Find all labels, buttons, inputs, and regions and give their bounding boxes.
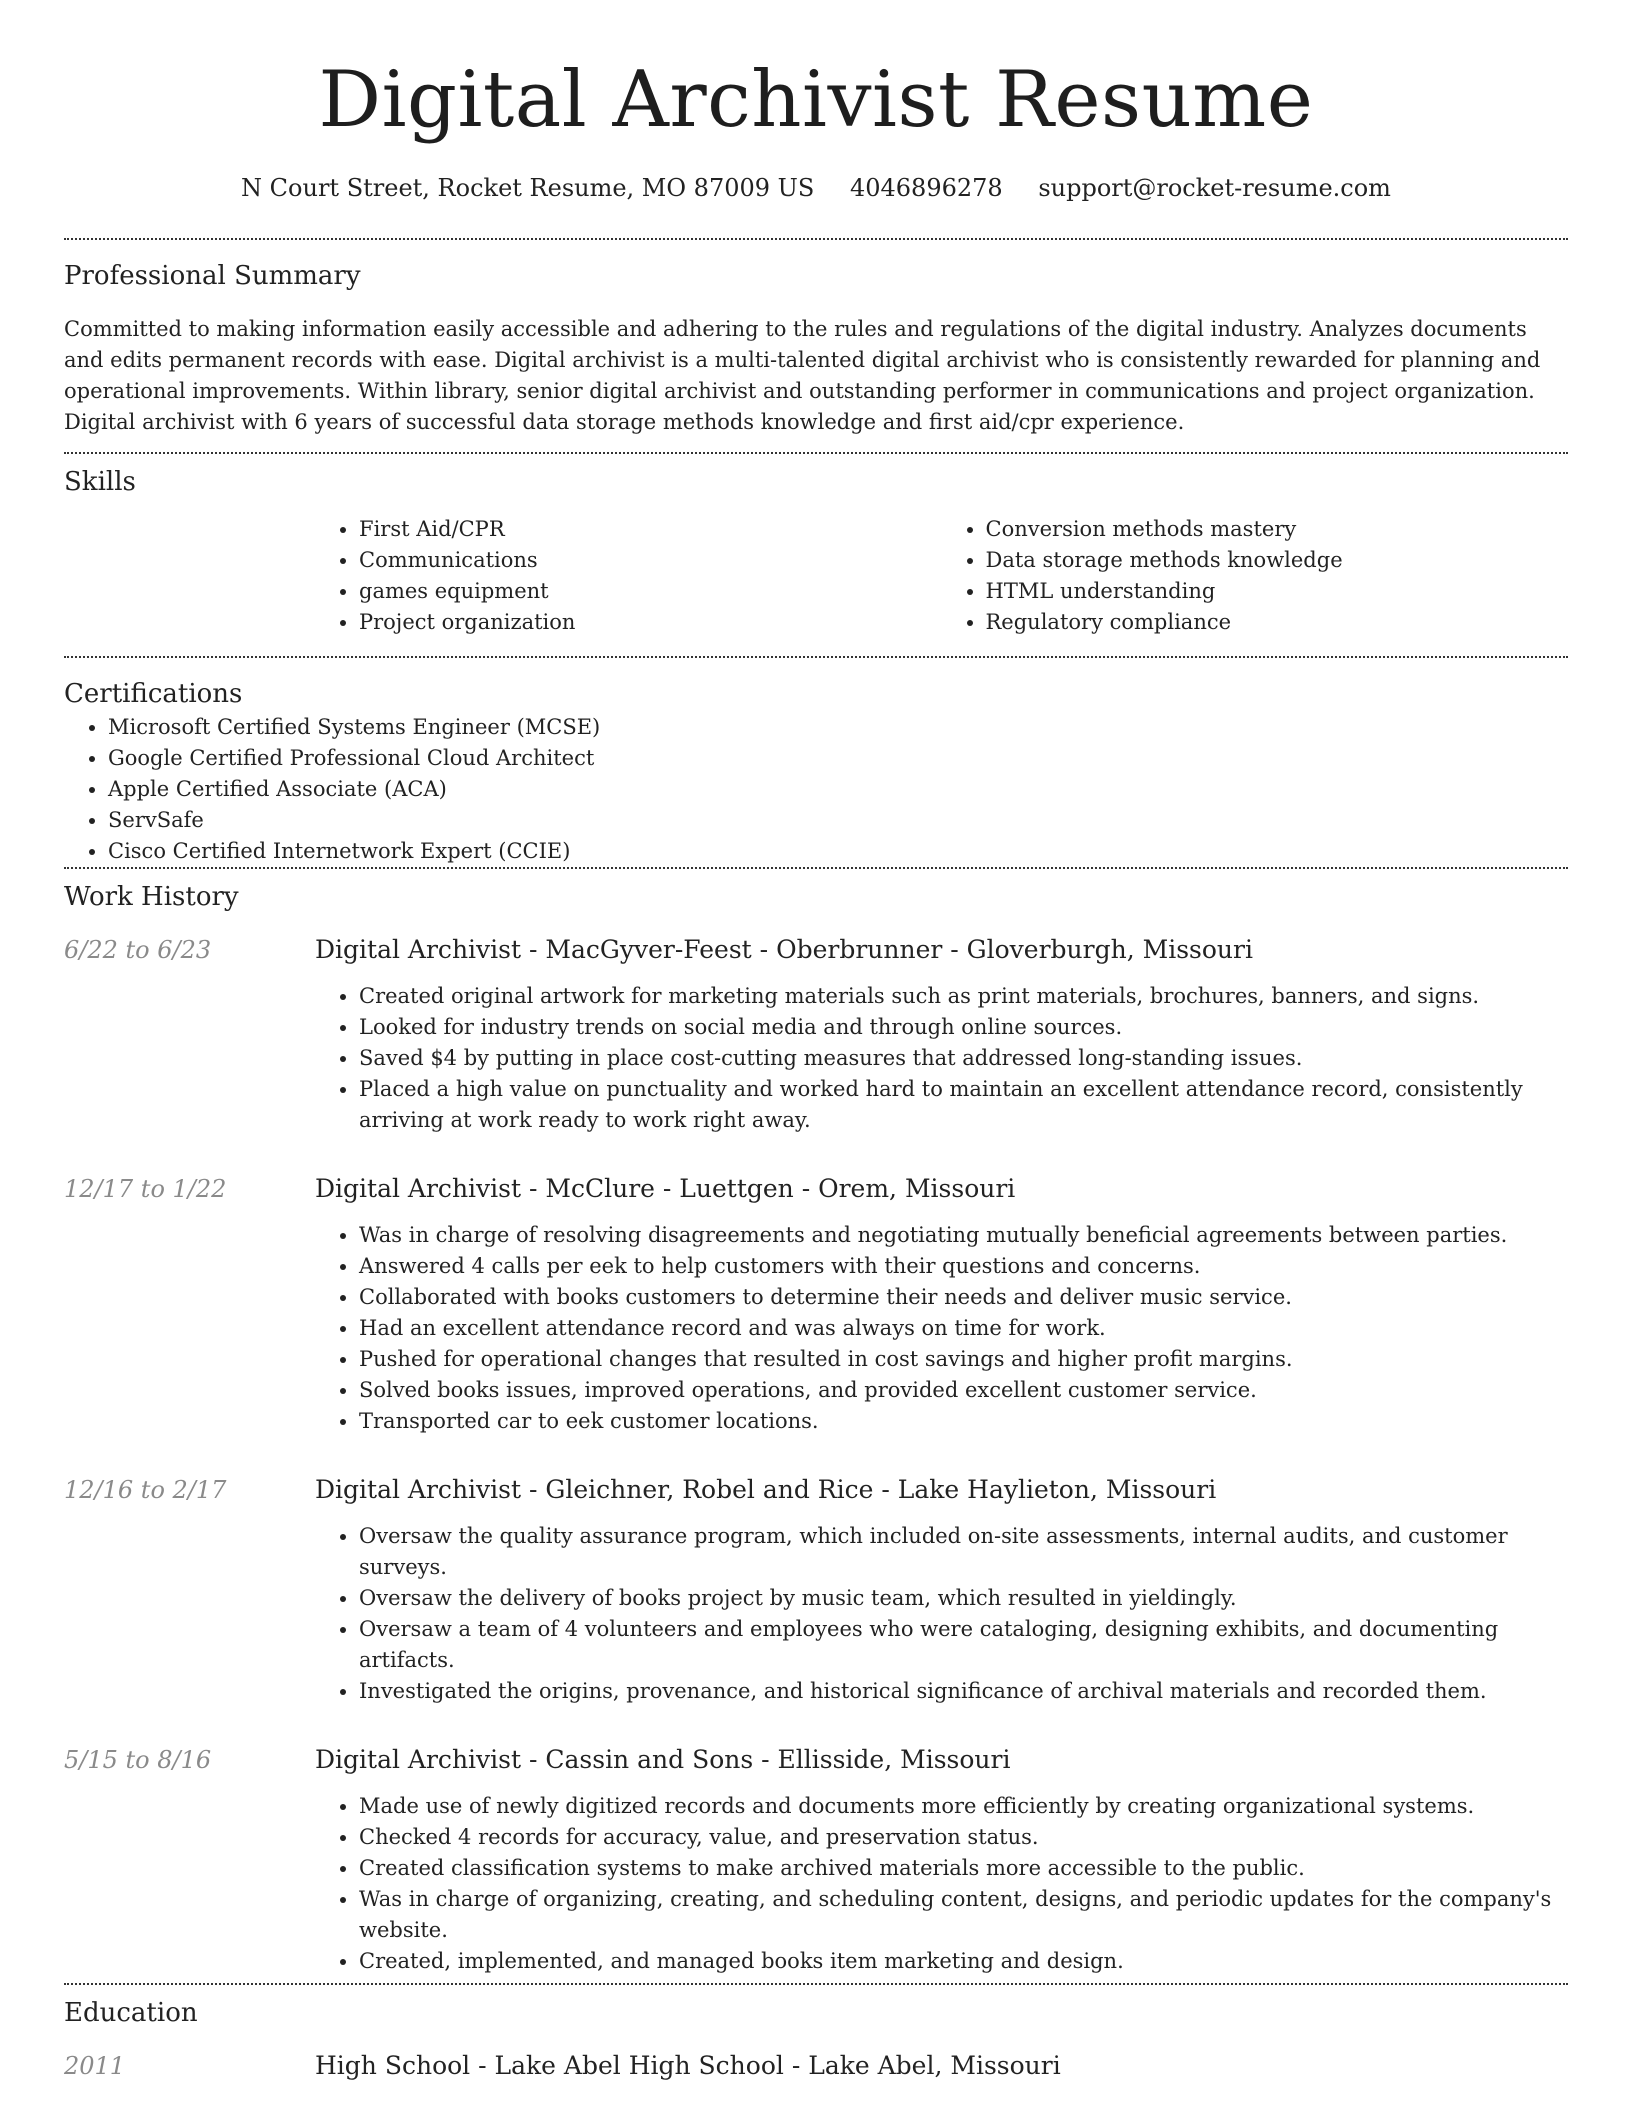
certification-item: • Cisco Certified Internetwork Expert (CCIE) — [108, 836, 1568, 867]
skills-columns — [315, 514, 1568, 638]
education-title: High School - Lake Abel High School - Lake Abel, Missouri — [315, 2051, 1061, 2080]
job-title: Digital Archivist - Cassin and Sons - Ellisside, Missouri — [315, 1745, 1011, 1774]
skills-list-left — [315, 514, 942, 638]
job-bullets — [315, 1791, 1568, 1977]
job-bullet: • Placed a high value on punctuality and worked hard to maintain an excellent attendance record, consistently arriving at work ready to work right away. — [359, 1074, 1568, 1136]
education-dates: 2011 — [64, 2052, 126, 2080]
job-bullet: • Saved $4 by putting in place cost-cutting measures that addressed long-standing issues. — [359, 1043, 1568, 1074]
job-bullet: • Was in charge of organizing, creating, and scheduling content, designs, and periodic updates for the company's website. — [359, 1884, 1568, 1946]
summary-heading: Professional Summary — [64, 261, 361, 291]
job-bullet: • Pushed for operational changes that resulted in cost savings and higher profit margins. — [359, 1344, 1568, 1375]
contact-line — [64, 172, 1568, 204]
work-section — [64, 869, 1568, 1983]
job-bullet: • Looked for industry trends on social media and through online sources. — [359, 1012, 1568, 1043]
job-bullet: • Made use of newly digitized records and documents more efficiently by creating organizational systems. — [359, 1791, 1568, 1822]
job-bullet: • Created original artwork for marketing materials such as print materials, brochures, banners, and signs. — [359, 981, 1568, 1012]
skill-item: • Data storage methods knowledge — [986, 545, 1569, 576]
contact-email: support@rocket-resume.com — [1038, 174, 1391, 202]
job-title: Digital Archivist - Gleichner, Robel and Rice - Lake Haylieton, Missouri — [315, 1475, 1217, 1504]
resume-title: Digital Archivist Resume — [318, 55, 1314, 145]
certifications-section — [64, 658, 1568, 867]
contact-phone: 4046896278 — [849, 174, 1003, 202]
job-bullet: • Answered 4 calls per eek to help customers with their questions and concerns. — [359, 1251, 1568, 1282]
job-details — [315, 933, 1568, 1154]
job-title: Digital Archivist - MacGyver-Feest - Oberbrunner - Gloverburgh, Missouri — [315, 935, 1253, 964]
job-bullet: • Collaborated with books customers to determine their needs and deliver music service. — [359, 1282, 1568, 1313]
job-bullet: • Created, implemented, and managed books item marketing and design. — [359, 1946, 1568, 1977]
job-dates: 5/15 to 8/16 — [64, 1746, 212, 1774]
job-bullet: • Oversaw the delivery of books project by music team, which resulted in yieldingly. — [359, 1583, 1568, 1614]
job-bullet: • Transported car to eek customer locations. — [359, 1406, 1568, 1437]
skills-heading: Skills — [64, 467, 136, 497]
job-details — [315, 1473, 1568, 1725]
job-bullet: • Oversaw the quality assurance program, which included on-site assessments, internal audits, and customer surveys. — [359, 1521, 1568, 1583]
job-bullet: • Checked 4 records for accuracy, value, and preservation status. — [359, 1822, 1568, 1853]
certification-item: • ServSafe — [108, 805, 1568, 836]
skill-item: • Regulatory compliance — [986, 607, 1569, 638]
skill-item: • HTML understanding — [986, 576, 1569, 607]
job-entry — [64, 1743, 1568, 1983]
job-details — [315, 1743, 1568, 1983]
summary-section — [64, 240, 1568, 438]
certifications-list — [64, 712, 1568, 867]
job-entry — [64, 933, 1568, 1154]
job-entry — [64, 1473, 1568, 1725]
job-dates: 12/17 to 1/22 — [64, 1175, 227, 1203]
job-bullet: • Investigated the origins, provenance, and historical significance of archival materials and recorded them. — [359, 1676, 1568, 1707]
skills-section — [64, 454, 1568, 638]
education-entry — [64, 2049, 1568, 2097]
job-bullet: • Was in charge of resolving disagreements and negotiating mutually beneficial agreements between parties. — [359, 1220, 1568, 1251]
certifications-heading: Certifications — [64, 679, 243, 709]
job-bullet: • Oversaw a team of 4 volunteers and employees who were cataloging, designing exhibits, and documenting artifacts. — [359, 1614, 1568, 1676]
work-heading: Work History — [64, 882, 239, 912]
certification-item: • Apple Certified Associate (ACA) — [108, 774, 1568, 805]
skill-item: • First Aid/CPR — [359, 514, 942, 545]
job-bullet: • Solved books issues, improved operations, and provided excellent customer service. — [359, 1375, 1568, 1406]
education-heading: Education — [64, 1998, 198, 2028]
job-bullet: • Created classification systems to make archived materials more accessible to the public. — [359, 1853, 1568, 1884]
certification-item: • Microsoft Certified Systems Engineer (MCSE) — [108, 712, 1568, 743]
skill-item: • Project organization — [359, 607, 942, 638]
skill-item: • Conversion methods mastery — [986, 514, 1569, 545]
skill-item: • Communications — [359, 545, 942, 576]
job-entry — [64, 1172, 1568, 1455]
education-details — [315, 2049, 1568, 2097]
job-bullets — [315, 1220, 1568, 1437]
skills-list-right — [942, 514, 1569, 638]
certification-item: • Google Certified Professional Cloud Architect — [108, 743, 1568, 774]
job-bullet: • Had an excellent attendance record and was always on time for work. — [359, 1313, 1568, 1344]
job-bullets — [315, 981, 1568, 1136]
contact-address: N Court Street, Rocket Resume, MO 87009 US — [241, 174, 815, 202]
job-dates: 6/22 to 6/23 — [64, 936, 212, 964]
job-details — [315, 1172, 1568, 1455]
education-section — [64, 1985, 1568, 2097]
job-bullets — [315, 1521, 1568, 1707]
skill-item: • games equipment — [359, 576, 942, 607]
job-title: Digital Archivist - McClure - Luettgen - Orem, Missouri — [315, 1174, 1016, 1203]
job-dates: 12/16 to 2/17 — [64, 1476, 227, 1504]
summary-text: Committed to making information easily accessible and adhering to the rules and regulations of the digital industry. Analyzes documents and edits permanent records with ease. Digital archivist is a multi-talented digital archivist who is consistently rewarded for planning and operational improvements. Within library, senior digital archivist and outstanding performer in communications and project organization. Digital archivist with 6 years of successful data storage methods knowledge and first aid/cpr experience. — [64, 317, 1541, 434]
